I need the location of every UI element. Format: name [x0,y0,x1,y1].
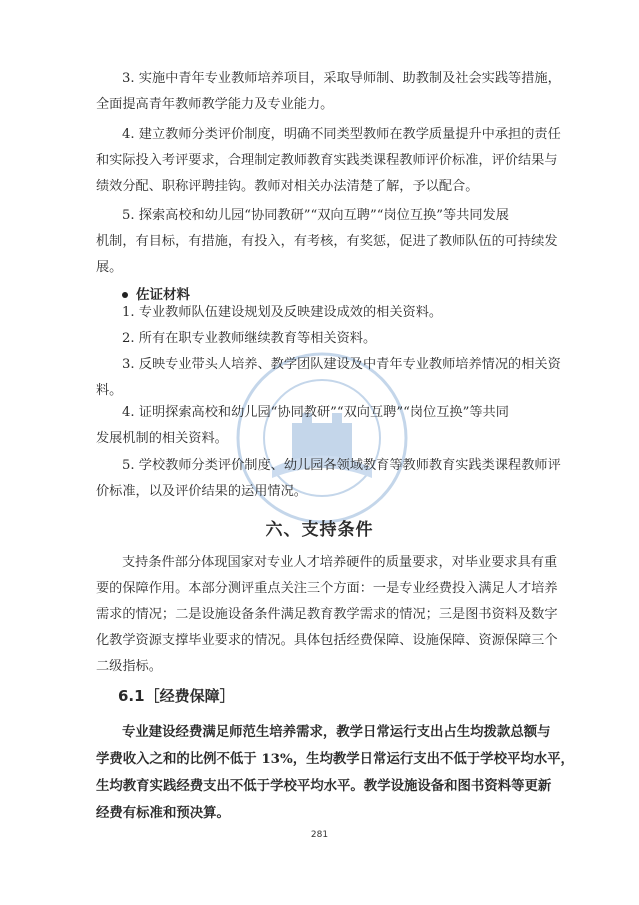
paragraph-item-3: 3. 实施中青年专业教师培养项目，采取导师制、助教制及社会实践等措施， 全面提高青年教师教学能力及专业能力。 [96,71,561,112]
paragraph-item-5: 5. 探索高校和幼儿园“协同教研”“双向互聘”“岗位互换”等共同发展 机制，有目标，有措施，有投入，有考核，有奖惩，促进了教师队伍的可持续发 展。 [96,208,558,275]
evidence-item-4: 4. 证明探索高校和幼儿园“协同教研”“双向互聘”“岗位互换”等共同 发展机制的相关资料。 [96,405,509,446]
evidence-item-3: 3. 反映专业带头人培养、教学团队建设及中青年专业教师培养情况的相关资 料。 [96,357,561,398]
paragraph-item-4: 4. 建立教师分类评价制度，明确不同类型教师在教学质量提升中承担的责任 和实际投入考评要求，合理制定教师教育实践类课程教师评价标准，评价结果与 绩效分配、职称评聘挂钩。教师对相关办法清楚了解，予以配合。 [96,127,561,194]
subsection-title: 6.1［经费保障］ [118,687,235,705]
section-intro: 支持条件部分体现国家对专业人才培养硬件的质量要求，对毕业要求具有重 要的保障作用。本部分测评重点关注三个方面：一是专业经费投入满足人才培养 需求的情况；二是设施设备条件满足教育教学需求的情况；三是图书资料及数字 化教学资源支撑毕业要求的情况。具体包括经费保障、设施保障、资源保障三个 二级指标。 [96,555,558,674]
evidence-item-2: 2. 所有在职专业教师继续教育等相关资料。 [122,331,377,346]
section-title: 六、支持条件 [265,520,374,540]
evidence-item-5: 5. 学校教师分类评价制度、幼儿园各领域教育等教师教育实践类课程教师评 价标准，以及评价结果的运用情况。 [96,458,561,499]
page-number: 281 [310,830,329,840]
subsection-text: 专业建设经费满足师范生培养需求，教学日常运行支出占生均拨款总额与 学费收入之和的比例不低于 13%，生均教学日常运行支出不低于学校平均水平， 生均教育实践经费支出不低于学校平均水平。教学设施设备和图书资料等更新 经费有标准和预决算。 [96,724,574,821]
evidence-item-1: 1. 专业教师队伍建设规划及反映建设成效的相关资料。 [122,305,443,320]
evidence-heading: 佐证材料 [122,283,190,303]
bullet-icon [122,292,128,298]
